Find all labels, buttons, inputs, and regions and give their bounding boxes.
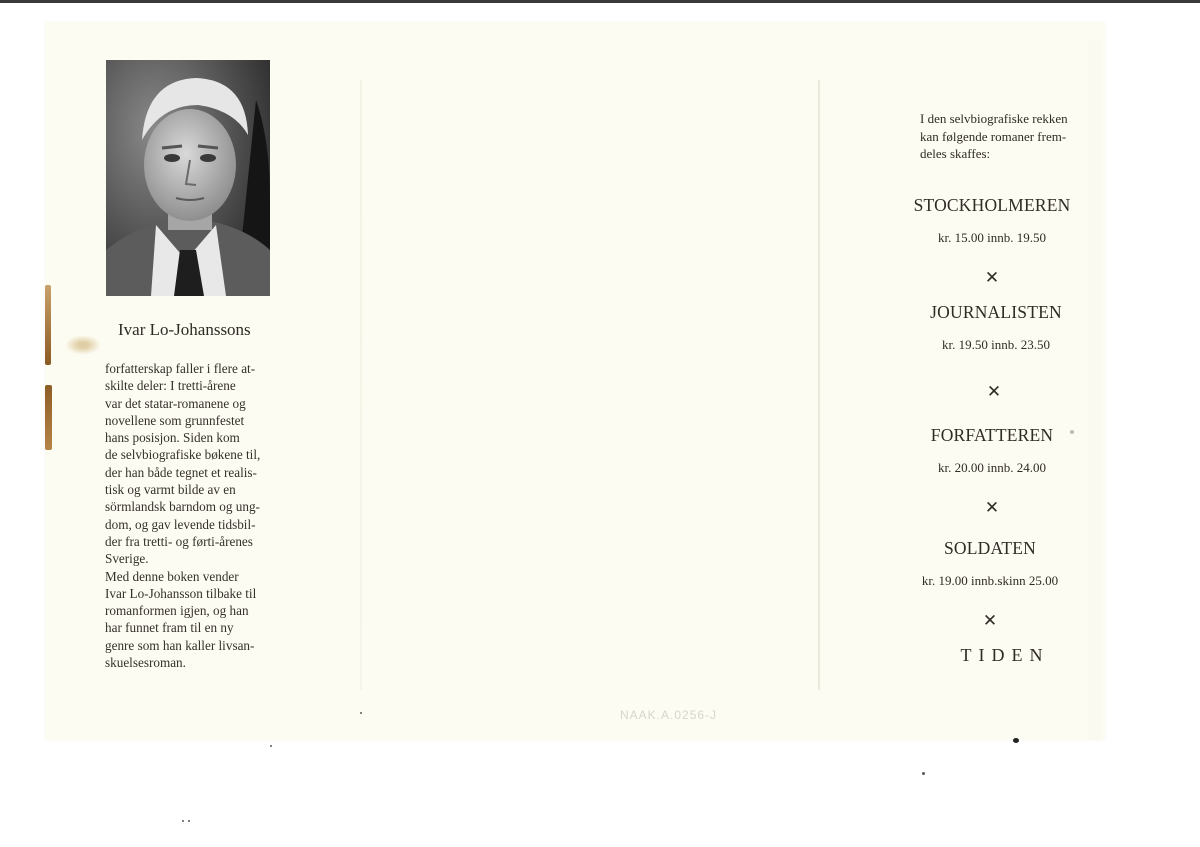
text-line: deles skaffes: [920, 146, 991, 161]
text-line: skilte deler: I tretti-årene [105, 378, 236, 394]
text-line: de selvbiografiske bøkene til, [105, 447, 261, 463]
tape-stain [45, 285, 51, 365]
dust-speck [1070, 430, 1074, 434]
sheet-edge [1088, 40, 1102, 740]
dust-speck [922, 772, 925, 775]
text-line: I den selvbiografiske rekken [920, 111, 1068, 126]
author-portrait [106, 60, 270, 296]
text-line: romanformen igjen, og han [105, 603, 249, 619]
text-line: tisk og varmt bilde av en [105, 482, 236, 498]
tape-stain [45, 385, 52, 450]
book-entry-stockholmeren [882, 195, 1102, 246]
text-line: Med denne boken vender [105, 568, 239, 584]
book-title: SOLDATEN [943, 538, 1036, 558]
tape-stain [65, 335, 101, 355]
book-entry-soldaten [880, 538, 1100, 589]
paragraph-1 [105, 360, 271, 568]
dust-speck [182, 820, 184, 822]
archive-stamp: NAAK.A.0256-J [620, 708, 718, 722]
text-line: kan følgende romaner frem- [920, 128, 1067, 144]
series-intro [920, 110, 1090, 163]
text-line: dom, og gav levende tidsbil- [105, 516, 256, 532]
text-line: forfatterskap faller i flere at- [105, 361, 256, 376]
dust-speck [270, 745, 272, 747]
text-line: der fra tretti- og førti-årenes [105, 533, 253, 549]
book-title: FORFATTEREN [930, 425, 1054, 445]
text-line: var det statar-romanene og [105, 395, 246, 411]
dust-speck [188, 820, 190, 822]
book-price: kr. 15.00 innb. 19.50 [938, 230, 1046, 245]
dust-speck [360, 712, 362, 714]
dust-speck [1013, 738, 1019, 743]
book-title: JOURNALISTEN [930, 302, 1062, 322]
separator-star: ✕ [984, 268, 1000, 288]
text-line: genre som han kaller livsan- [105, 637, 255, 653]
separator-star: ✕ [984, 498, 1000, 518]
author-description [105, 360, 271, 671]
text-line: har funnet fram til en ny [105, 620, 234, 636]
fold-line-right [818, 80, 820, 690]
book-price: kr. 19.50 innb. 23.50 [942, 337, 1050, 352]
book-title: STOCKHOLMEREN [913, 195, 1071, 215]
scanner-edge [0, 0, 1200, 3]
text-line: hans posisjon. Siden kom [105, 430, 240, 446]
separator-star: ✕ [986, 382, 1002, 402]
paragraph-2 [105, 568, 271, 672]
text-line: Ivar Lo-Johansson tilbake til [105, 585, 257, 601]
author-heading: Ivar Lo-Johanssons [118, 320, 251, 339]
text-line: sörmlandsk barndom og ung- [105, 499, 260, 515]
book-entry-journalisten [886, 302, 1106, 353]
book-entry-forfatteren [882, 425, 1102, 476]
text-line: Sverige. [105, 551, 149, 567]
text-line: novellene som grunnfestet [105, 412, 245, 428]
separator-star: ✕ [982, 611, 998, 631]
text-line: der han både tegnet et realis- [105, 464, 257, 480]
fold-line-left [360, 80, 362, 690]
book-price: kr. 20.00 innb. 24.00 [938, 460, 1046, 475]
publisher-name: TIDEN [960, 645, 1050, 665]
book-price: kr. 19.00 innb.skinn 25.00 [921, 573, 1059, 588]
text-line: skuelsesroman. [105, 655, 186, 671]
